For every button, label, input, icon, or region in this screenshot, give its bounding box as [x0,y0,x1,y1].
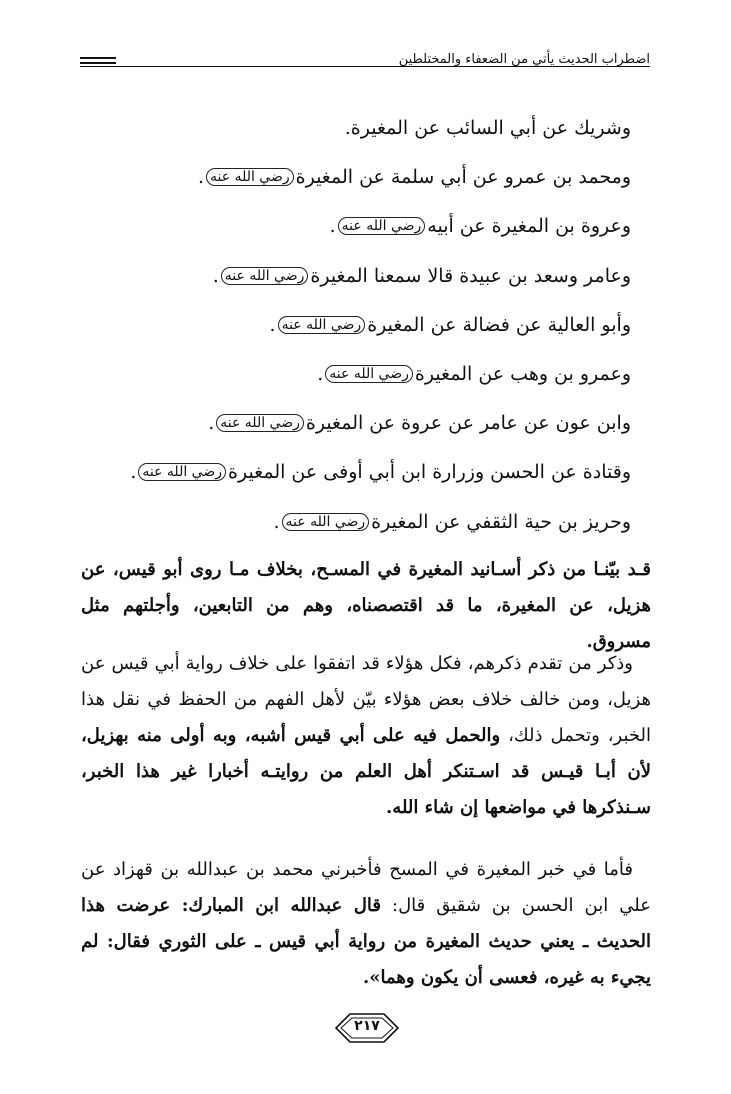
paragraph-summary: قـد بيّنـا من ذكر أسـانيد المغيرة في المسـح، بخلاف مـا روى أبو قيس، عن هزيل، عن المغيرة، ما قد اقتصصناه، وهم من التابعين، وأجلتهم مثل مسروق. [81,559,651,652]
honorific-ligature: رضي الله عنه [282,513,370,531]
chain-line: وعروة بن المغيرة عن أبيهرضي الله عنه. [329,215,631,238]
chain-line: وقتادة عن الحسن وزرارة ابن أبي أوفى عن المغيرةرضي الله عنه. [130,461,631,484]
chain-line: وشريك عن أبي السائب عن المغيرة. [344,117,631,139]
chain-line: وعامر وسعد بن عبيدة قالا سمعنا المغيرةرضي الله عنه. [212,264,631,287]
page-number: ٢١٧ [354,1018,380,1034]
chain-line: ومحمد بن عمرو عن أبي سلمة عن المغيرةرضي الله عنه. [197,166,631,189]
paragraph-analysis-intro: وذكر من تقدم ذكرهم، فكل هؤلاء قد اتفقوا على خلاف رواية أبي قيس عن هزيل، ومن خالف خلاف بعض هؤلاء بيّن لأهل الفهم من الحفظ في نقل هذا الخبر، وتحمل ذلك، [81,653,651,746]
paragraph-analysis-bold: والحمل فيه على أبي قيس أشبه، وبه أولى منه بهزيل، لأن أبـا قيـس قد اسـتنكر أهل العلم من روايتـه أخبارا غير هذا الخبر، سـنذكرها في مواضعها إن شاء الله. [81,725,651,818]
paragraph-report-quote: قال عبدالله ابن المبارك: عرضت هذا الحديث ـ يعني حديث المغيرة من رواية أبي قيس ـ على الثوري فقال: لم يجيء به غيره، فعسى أن يكون وهما». [81,895,651,988]
honorific-ligature: رضي الله عنه [221,267,309,285]
isnad-chain-list [71,108,631,551]
header-ornament-dashes [80,57,116,65]
honorific-ligature: رضي الله عنه [206,168,294,186]
honorific-ligature: رضي الله عنه [278,316,366,334]
running-header [80,52,650,76]
running-header-title: اضطراب الحديث يأتي من الضعفاء والمختلطين [393,52,650,68]
paragraph-report-intro: فأما في خبر المغيرة في المسح فأخبرني محمد بن عبدالله بن قهزاد عن علي ابن الحسن بن شقيق قال: [81,859,651,916]
chain-line: وابن عون عن عامر عن عروة عن المغيرةرضي الله عنه. [208,412,631,435]
chain-line: وأبو العالية عن فضالة عن المغيرةرضي الله عنه. [269,313,631,336]
header-rule [80,66,650,67]
page-number-ornament [332,1010,402,1046]
paragraph-report [81,852,651,996]
honorific-ligature: رضي الله عنه [338,217,426,235]
honorific-ligature: رضي الله عنه [138,463,226,481]
honorific-ligature: رضي الله عنه [325,365,413,383]
honorific-ligature: رضي الله عنه [216,414,304,432]
chain-line: وعمرو بن وهب عن المغيرةرضي الله عنه. [317,362,631,385]
paragraph-analysis [81,646,651,826]
chain-line: وحريز بن حية الثقفي عن المغيرةرضي الله عنه. [273,510,631,533]
